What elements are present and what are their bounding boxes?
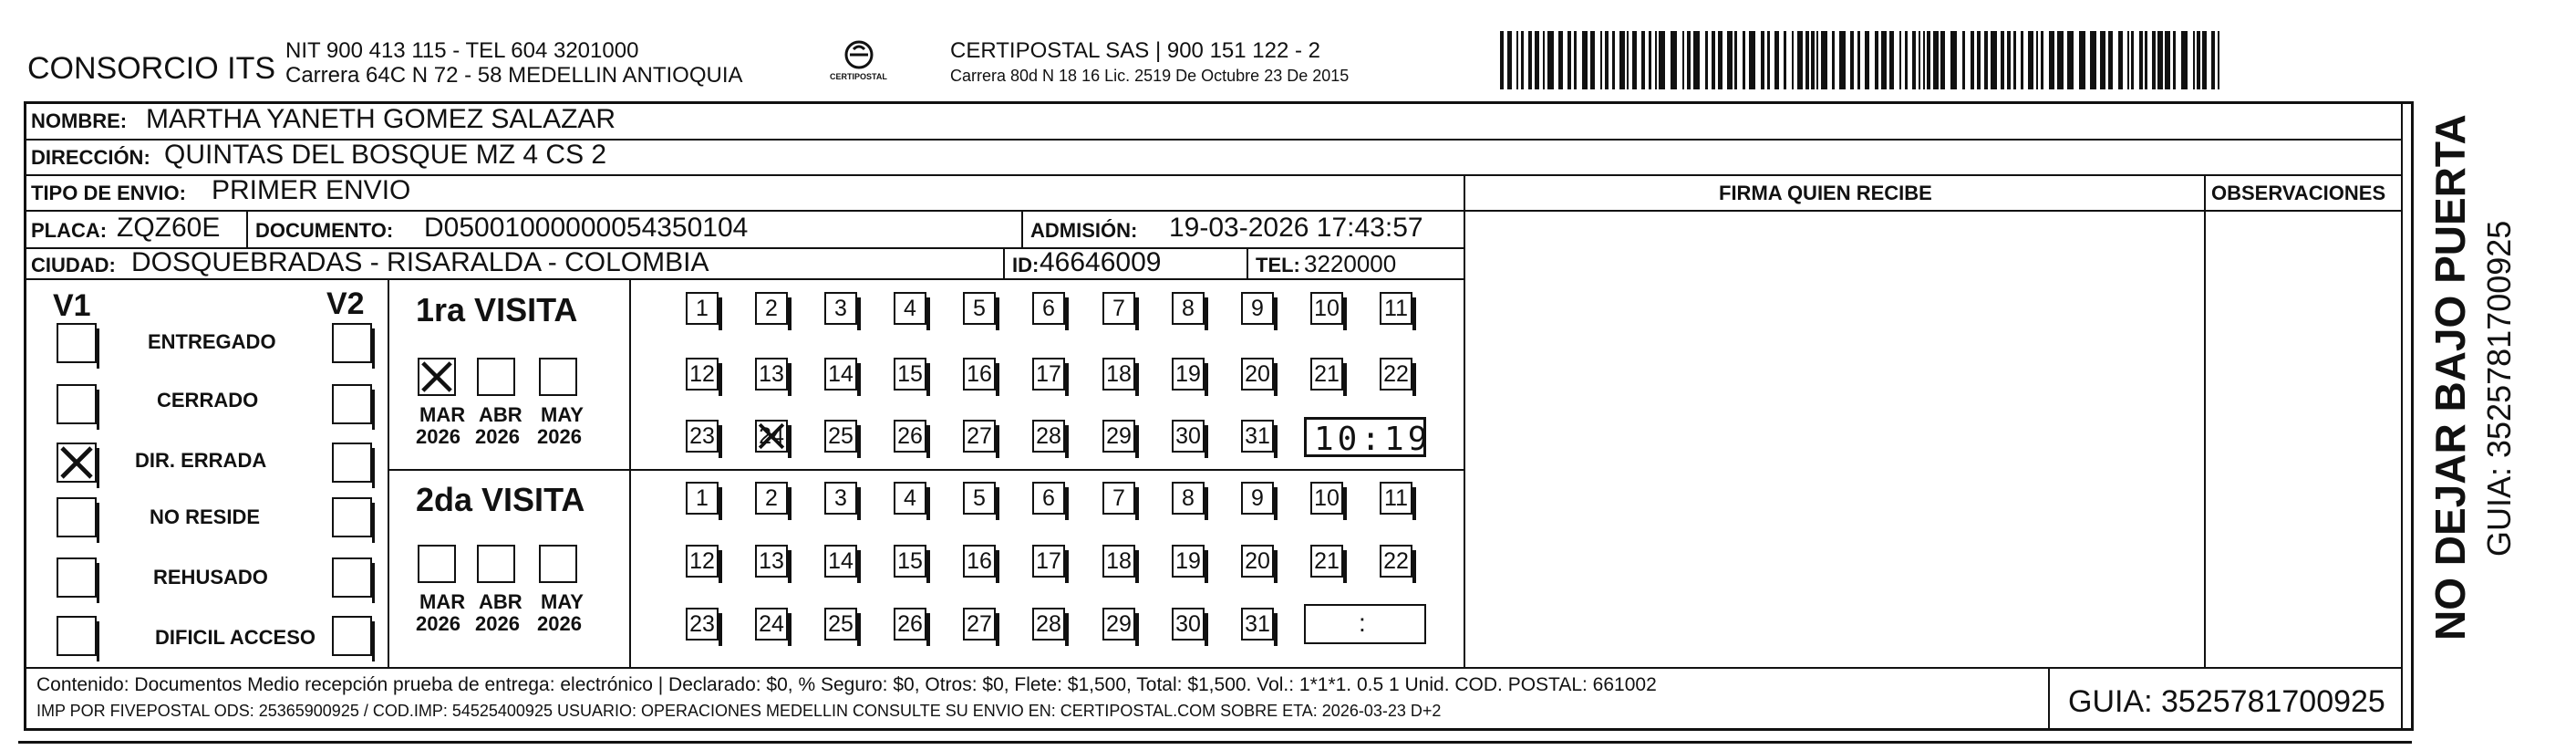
- admision-label: ADMISIÓN:: [1030, 219, 1138, 242]
- visit1-day-label: 11: [1384, 296, 1408, 321]
- visit2-day-9[interactable]: [1241, 482, 1274, 515]
- visit1-day-label: 8: [1182, 296, 1195, 321]
- visit2-month-label: MAR: [419, 590, 466, 613]
- visit2-day-label: 5: [973, 485, 986, 511]
- visit1-day-label: 6: [1042, 296, 1055, 321]
- visit1-day-label: 1: [696, 296, 709, 321]
- direccion-value: QUINTAS DEL BOSQUE MZ 4 CS 2: [164, 140, 607, 170]
- x-mark-icon: [58, 444, 95, 481]
- v1-checkbox-cerrado[interactable]: [57, 384, 97, 424]
- visit1-day-label: 27: [967, 423, 992, 449]
- visit1-year-label: 2026: [416, 425, 460, 448]
- v1-checkbox-dificil-acceso[interactable]: [57, 616, 97, 656]
- visit1-day-label: 21: [1314, 361, 1340, 387]
- tipo-envio-value: PRIMER ENVIO: [212, 175, 411, 205]
- id-label: ID:: [1012, 254, 1040, 276]
- side-guia: GUIA: 3525781700925: [2480, 220, 2518, 557]
- visit2-title: 2da VISITA: [416, 481, 585, 518]
- v1-checkbox-rehusado[interactable]: [57, 557, 97, 598]
- firma-header: FIRMA QUIEN RECIBE: [1719, 182, 1932, 204]
- visit2-day-label: 2: [765, 485, 778, 511]
- visit2-day-label: 12: [689, 548, 715, 574]
- v2-header: V2: [326, 286, 365, 321]
- tipo-envio-label: TIPO DE ENVIO:: [31, 182, 186, 204]
- visit2-day-4[interactable]: [894, 482, 926, 515]
- visit1-year-label: 2026: [537, 425, 582, 448]
- visit2-day-label: 9: [1251, 485, 1264, 511]
- visit2-month-checkbox-may[interactable]: [539, 545, 577, 583]
- visit1-day-label: 12: [689, 361, 715, 387]
- company-address: Carrera 64C N 72 - 58 MEDELLIN ANTIOQUIA: [285, 63, 743, 88]
- visit2-day-8[interactable]: [1172, 482, 1205, 515]
- v1-checkbox-no-reside[interactable]: [57, 497, 97, 537]
- visit1-day-label: 9: [1251, 296, 1264, 321]
- visit1-day-label: 25: [828, 423, 853, 449]
- status-label-dir-errada: DIR. ERRADA: [135, 449, 267, 472]
- visit2-day-label: 16: [967, 548, 992, 574]
- x-mark-icon: [419, 359, 454, 394]
- visit2-time-box[interactable]: [1304, 604, 1426, 644]
- visit1-day-3[interactable]: [824, 292, 857, 325]
- visit1-day-5[interactable]: [963, 292, 996, 325]
- visit2-day-label: 11: [1384, 485, 1408, 511]
- visit2-day-22[interactable]: [1380, 545, 1412, 578]
- visit2-day-label: 14: [828, 548, 853, 574]
- visit2-day-14[interactable]: [824, 545, 857, 578]
- visit2-month-checkbox-mar[interactable]: [418, 545, 456, 583]
- visit1-day-label: 30: [1175, 423, 1201, 449]
- visit2-day-6[interactable]: [1032, 482, 1065, 515]
- visit1-day-28[interactable]: [1032, 420, 1065, 453]
- visit2-day-7[interactable]: [1102, 482, 1135, 515]
- visit2-day-label: 19: [1175, 548, 1201, 574]
- visit2-day-24[interactable]: [755, 608, 788, 641]
- visit2-month-label: MAY: [541, 590, 584, 613]
- visit2-day-20[interactable]: [1241, 545, 1274, 578]
- visit1-day-label: 20: [1245, 361, 1270, 387]
- visit2-year-label: 2026: [416, 612, 460, 635]
- v2-checkbox-dificil-acceso[interactable]: [332, 616, 372, 656]
- visit2-day-label: 26: [897, 611, 923, 637]
- visit1-day-11[interactable]: [1380, 292, 1412, 325]
- visit2-day-26[interactable]: [894, 608, 926, 641]
- v2-checkbox-rehusado[interactable]: [332, 557, 372, 598]
- visit1-day-27[interactable]: [963, 420, 996, 453]
- company-nit: NIT 900 413 115 - TEL 604 3201000: [285, 38, 639, 63]
- v1-checkbox-dir-errada[interactable]: [57, 443, 97, 483]
- visit1-day-label: 29: [1106, 423, 1132, 449]
- tel-value: 3220000: [1304, 250, 1397, 277]
- visit2-year-label: 2026: [475, 612, 520, 635]
- visit1-day-13[interactable]: [755, 358, 788, 391]
- visit2-month-label: ABR: [479, 590, 522, 613]
- placa-label: PLACA:: [31, 219, 108, 242]
- v2-checkbox-entregado[interactable]: [332, 323, 372, 363]
- visit1-day-label: 4: [904, 296, 916, 321]
- visit2-day-label: 13: [759, 548, 784, 574]
- visit1-day-26[interactable]: [894, 420, 926, 453]
- visit1-day-8[interactable]: [1172, 292, 1205, 325]
- visit1-month-checkbox-mar[interactable]: [418, 358, 456, 396]
- visit1-day-22[interactable]: [1380, 358, 1412, 391]
- visit2-day-label: 30: [1175, 611, 1201, 637]
- tel-label: TEL:: [1256, 254, 1300, 276]
- company-name: CONSORCIO ITS: [27, 51, 276, 86]
- visit2-day-3[interactable]: [824, 482, 857, 515]
- visit2-day-label: 25: [828, 611, 853, 637]
- visit2-day-label: 8: [1182, 485, 1195, 511]
- visit1-day-25[interactable]: [824, 420, 857, 453]
- visit2-day-10[interactable]: [1310, 482, 1343, 515]
- visit2-day-label: 29: [1106, 611, 1132, 637]
- direccion-label: DIRECCIÓN:: [31, 146, 150, 169]
- visit2-day-17[interactable]: [1032, 545, 1065, 578]
- visit1-day-label: 31: [1245, 423, 1270, 449]
- status-label-dificil-acceso: DIFICIL ACCESO: [155, 626, 316, 649]
- ciudad-label: CIUDAD:: [31, 254, 116, 276]
- visit1-day-label: 26: [897, 423, 923, 449]
- visit2-day-label: 15: [897, 548, 923, 574]
- v1-checkbox-entregado[interactable]: [57, 323, 97, 363]
- visit1-day-label: 14: [828, 361, 853, 387]
- visit2-day-label: 18: [1106, 548, 1132, 574]
- visit2-day-15[interactable]: [894, 545, 926, 578]
- footer-imp: IMP POR FIVEPOSTAL ODS: 25365900925 / COD.IMP: 54525400925 USUARIO: OPERACIONES MEDELLIN CONSULTE SU ENVIO EN: CERTIPOSTAL.COM SOBRE ETA: 2026-03-23 D+2: [36, 702, 1442, 720]
- visit2-time: :: [1359, 609, 1366, 637]
- visit1-year-label: 2026: [475, 425, 520, 448]
- visit1-day-label: 24: [759, 423, 784, 449]
- visit2-day-label: 23: [689, 611, 715, 637]
- v2-checkbox-cerrado[interactable]: [332, 384, 372, 424]
- visit1-day-18[interactable]: [1102, 358, 1135, 391]
- visit2-day-label: 31: [1245, 611, 1270, 637]
- visit2-day-19[interactable]: [1172, 545, 1205, 578]
- visit1-month-label: MAR: [419, 403, 466, 426]
- visit1-month-label: ABR: [479, 403, 522, 426]
- status-label-entregado: ENTREGADO: [148, 330, 276, 353]
- visit2-day-18[interactable]: [1102, 545, 1135, 578]
- visit1-month-checkbox-may[interactable]: [539, 358, 577, 396]
- visit1-day-12[interactable]: [686, 358, 719, 391]
- visit1-day-4[interactable]: [894, 292, 926, 325]
- visit1-day-label: 5: [973, 296, 986, 321]
- visit2-day-27[interactable]: [963, 608, 996, 641]
- barcode: [1500, 31, 2229, 89]
- x-mark-icon: [757, 422, 786, 451]
- visit1-day-17[interactable]: [1032, 358, 1065, 391]
- footer-guia: GUIA: 3525781700925: [2068, 684, 2385, 719]
- visit2-day-30[interactable]: [1172, 608, 1205, 641]
- visit1-day-10[interactable]: [1310, 292, 1343, 325]
- status-label-rehusado: REHUSADO: [153, 566, 268, 589]
- visit2-day-label: 3: [834, 485, 847, 511]
- visit2-day-label: 27: [967, 611, 992, 637]
- visit2-day-label: 21: [1314, 548, 1340, 574]
- visit1-day-label: 13: [759, 361, 784, 387]
- visit2-day-25[interactable]: [824, 608, 857, 641]
- v2-checkbox-no-reside[interactable]: [332, 497, 372, 537]
- visit2-day-1[interactable]: [686, 482, 719, 515]
- visit1-day-label: 10: [1314, 296, 1340, 321]
- admision-value: 19-03-2026 17:43:57: [1169, 213, 1423, 243]
- documento-value: D05001000000054350104: [424, 213, 749, 243]
- visit2-day-label: 20: [1245, 548, 1270, 574]
- visit2-day-label: 10: [1314, 485, 1340, 511]
- visit1-day-label: 23: [689, 423, 715, 449]
- visit1-day-label: 2: [765, 296, 778, 321]
- visit2-year-label: 2026: [537, 612, 582, 635]
- visit2-day-28[interactable]: [1032, 608, 1065, 641]
- visit1-day-31[interactable]: [1241, 420, 1274, 453]
- visit2-day-13[interactable]: [755, 545, 788, 578]
- visit1-day-label: 3: [834, 296, 847, 321]
- v1-header: V1: [53, 288, 91, 323]
- visit1-month-label: MAY: [541, 403, 584, 426]
- visit2-day-label: 6: [1042, 485, 1055, 511]
- visit2-day-12[interactable]: [686, 545, 719, 578]
- visit1-day-1[interactable]: [686, 292, 719, 325]
- visit1-day-21[interactable]: [1310, 358, 1343, 391]
- visit1-day-7[interactable]: [1102, 292, 1135, 325]
- visit2-month-checkbox-abr[interactable]: [477, 545, 515, 583]
- certipostal-logo: [832, 33, 886, 88]
- visit1-day-19[interactable]: [1172, 358, 1205, 391]
- visit1-time-box[interactable]: [1304, 417, 1432, 458]
- visit2-day-label: 28: [1036, 611, 1061, 637]
- v2-checkbox-dir-errada[interactable]: [332, 443, 372, 483]
- side-warning: NO DEJAR BAJO PUERTA: [2426, 114, 2474, 641]
- observaciones-header: OBSERVACIONES: [2211, 182, 2386, 204]
- visit1-day-label: 17: [1036, 361, 1061, 387]
- carrier-line: CERTIPOSTAL SAS | 900 151 122 - 2: [950, 38, 1320, 63]
- visit1-day-label: 7: [1112, 296, 1125, 321]
- visit2-day-label: 22: [1383, 548, 1409, 574]
- visit1-day-label: 28: [1036, 423, 1061, 449]
- footer-contenido: Contenido: Documentos Medio recepción prueba de entrega: electrónico | Declarado: $0, % Seguro: $0, Otros: $0, Flete: $1,500, Total: $1,500. Vol.: 1*1*1. 0.5 1 Unid. COD. POSTAL: 661002: [36, 674, 1657, 695]
- visit2-day-label: 1: [696, 485, 709, 511]
- placa-value: ZQZ60E: [117, 213, 221, 243]
- visit2-day-29[interactable]: [1102, 608, 1135, 641]
- ciudad-value: DOSQUEBRADAS - RISARALDA - COLOMBIA: [131, 247, 709, 277]
- visit2-day-11[interactable]: [1380, 482, 1412, 515]
- logo-text: CERTIPOSTAL: [830, 72, 887, 81]
- visit2-day-label: 24: [759, 611, 784, 637]
- visit2-day-label: 7: [1112, 485, 1125, 511]
- visit1-day-23[interactable]: [686, 420, 719, 453]
- visit1-day-label: 19: [1175, 361, 1201, 387]
- visit1-day-label: 16: [967, 361, 992, 387]
- visit1-day-20[interactable]: [1241, 358, 1274, 391]
- documento-label: DOCUMENTO:: [255, 219, 394, 242]
- visit2-day-label: 17: [1036, 548, 1061, 574]
- visit1-time: 10:19: [1314, 421, 1432, 458]
- visit1-day-2[interactable]: [755, 292, 788, 325]
- visit1-title: 1ra VISITA: [416, 291, 578, 328]
- visit2-day-31[interactable]: [1241, 608, 1274, 641]
- visit2-day-2[interactable]: [755, 482, 788, 515]
- nombre-value: MARTHA YANETH GOMEZ SALAZAR: [146, 104, 616, 134]
- visit1-day-9[interactable]: [1241, 292, 1274, 325]
- visit1-day-29[interactable]: [1102, 420, 1135, 453]
- visit1-day-24[interactable]: [755, 420, 788, 453]
- status-label-no-reside: NO RESIDE: [150, 505, 261, 528]
- visit1-day-label: 15: [897, 361, 923, 387]
- visit1-day-30[interactable]: [1172, 420, 1205, 453]
- visit1-day-15[interactable]: [894, 358, 926, 391]
- visit2-day-23[interactable]: [686, 608, 719, 641]
- nombre-label: NOMBRE:: [31, 109, 128, 132]
- visit1-day-6[interactable]: [1032, 292, 1065, 325]
- visit1-day-16[interactable]: [963, 358, 996, 391]
- id-value: 46646009: [1040, 247, 1162, 277]
- visit1-month-checkbox-abr[interactable]: [477, 358, 515, 396]
- visit2-day-16[interactable]: [963, 545, 996, 578]
- visit1-day-14[interactable]: [824, 358, 857, 391]
- visit1-day-label: 18: [1106, 361, 1132, 387]
- visit2-day-5[interactable]: [963, 482, 996, 515]
- status-label-cerrado: CERRADO: [157, 389, 259, 411]
- visit2-day-label: 4: [904, 485, 916, 511]
- visit2-day-21[interactable]: [1310, 545, 1343, 578]
- visit1-day-label: 22: [1383, 361, 1409, 387]
- carrier-address: Carrera 80d N 18 16 Lic. 2519 De Octubre 23 De 2015: [950, 67, 1350, 85]
